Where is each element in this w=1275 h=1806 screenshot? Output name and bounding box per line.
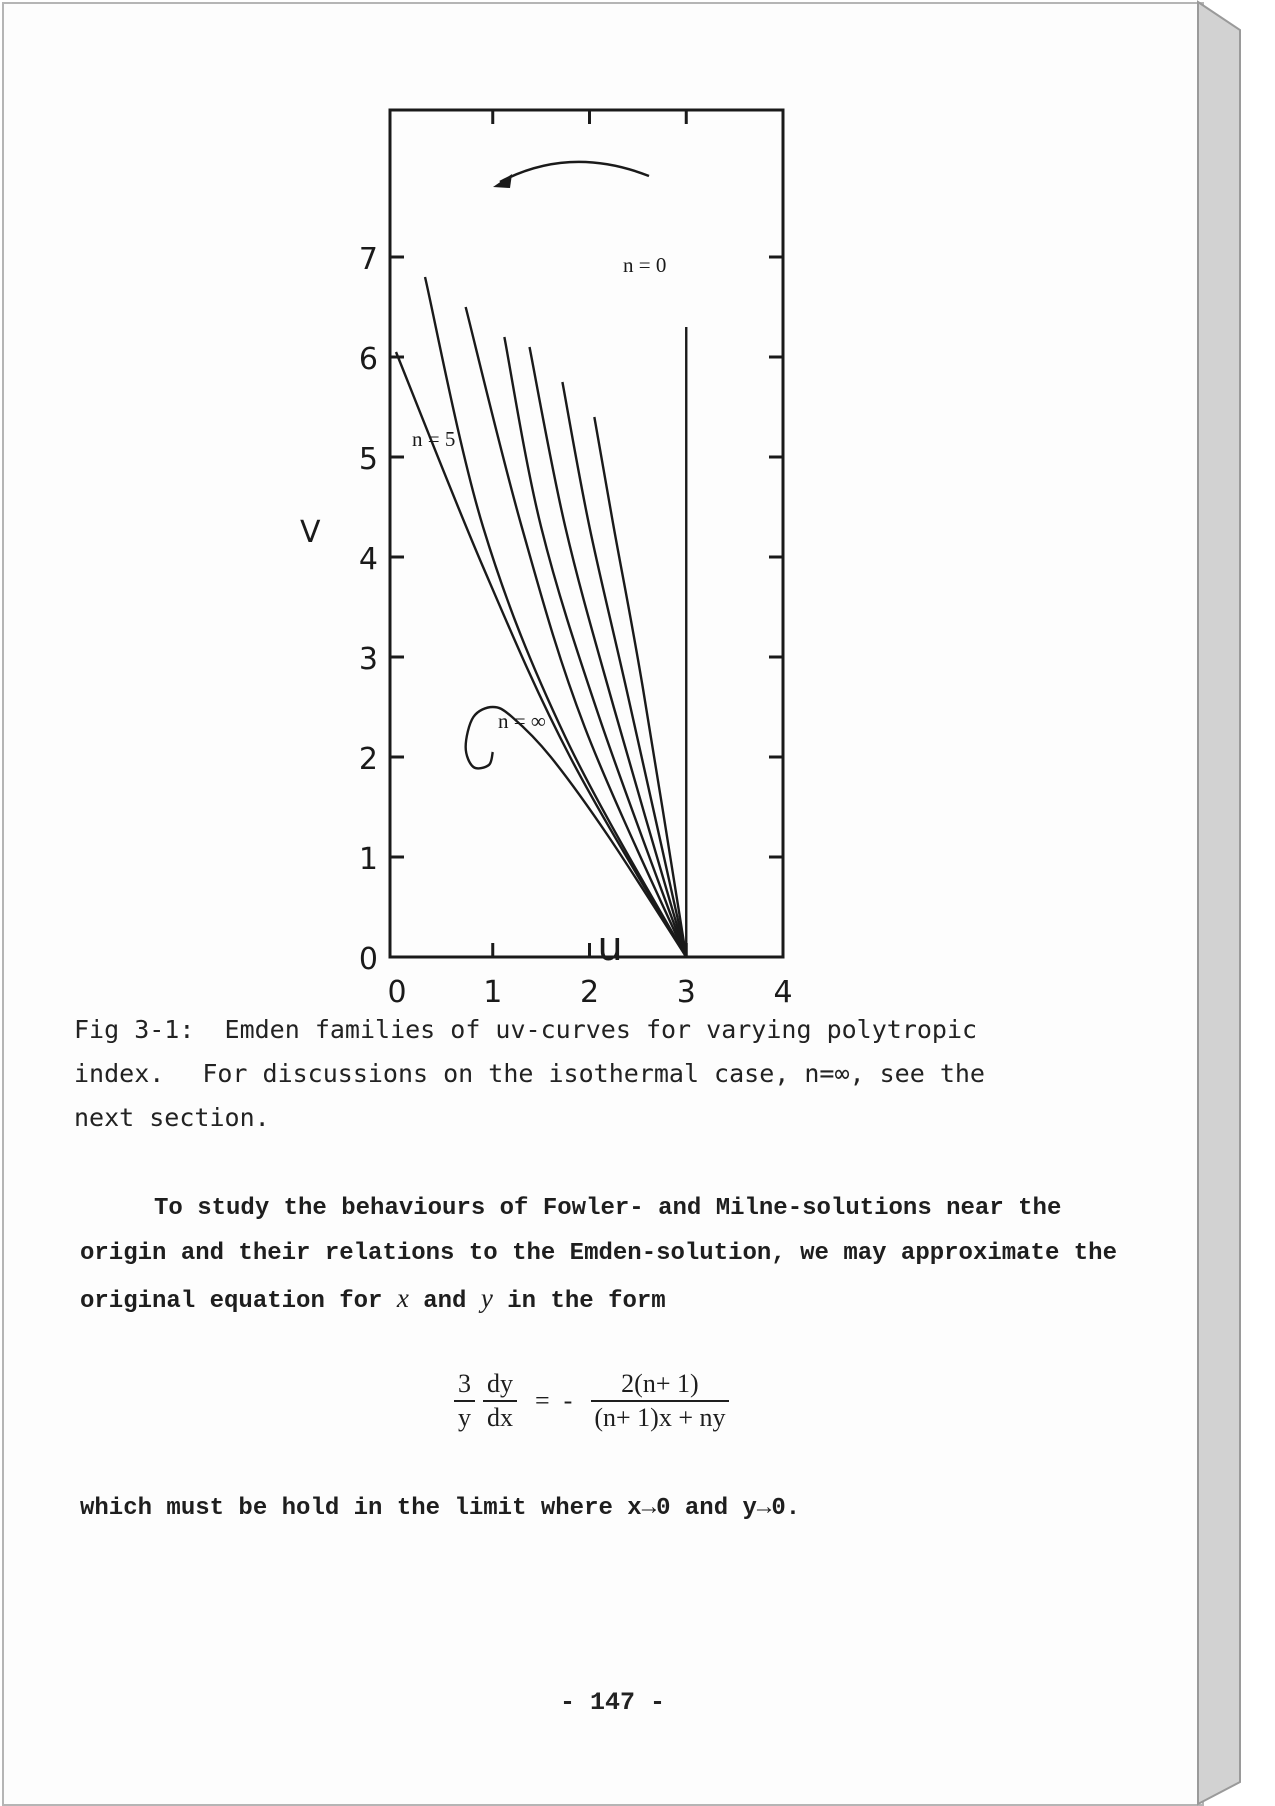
caption-line-2a: index.: [74, 1059, 165, 1088]
body-line-3b: in the form: [507, 1288, 666, 1315]
caption-line-3: next section.: [74, 1103, 270, 1132]
x-tick-label-3: 3: [676, 975, 696, 1010]
x-tick-label-1: 1: [483, 975, 503, 1010]
body-line-1: To study the behaviours of Fowler- and Milne-solutions near the: [154, 1195, 1062, 1222]
arrow-head-icon: [493, 174, 512, 188]
body-paragraph: [80, 1186, 1140, 1324]
var-x: x: [396, 1283, 409, 1313]
body-line-3: [80, 1276, 1140, 1324]
equals-sign: =: [535, 1386, 550, 1415]
caption-line-2: [74, 1052, 1134, 1096]
page-number: - 147 -: [560, 1688, 666, 1717]
curve-series-5: [530, 347, 687, 957]
var-y: y: [480, 1283, 493, 1313]
frac-den-y: y: [458, 1403, 471, 1432]
page-edge: [1198, 2, 1262, 1804]
y-tick-label-2: 2: [358, 742, 378, 777]
equation: [450, 1370, 734, 1432]
y-axis-label: V: [300, 515, 321, 550]
axis-ticks: [359, 110, 793, 1010]
body-line-3a: original equation for: [80, 1288, 383, 1315]
frac-rhs: [590, 1370, 729, 1432]
y-tick-label-4: 4: [358, 542, 378, 577]
y-tick-label-1: 1: [358, 842, 378, 877]
curve-label-ninf: n = ∞: [498, 709, 546, 733]
limit-sentence: [80, 1486, 1140, 1531]
frac-den-dx: dx: [487, 1403, 513, 1432]
curve-series-3: [466, 307, 687, 957]
limit-line: which must be hold in the limit where x→0 and y→0.: [80, 1495, 801, 1522]
x-tick-label-2: 2: [579, 975, 600, 1010]
curve-family: [396, 277, 686, 957]
uv-curves-figure: [280, 90, 820, 1010]
caption-line-2b: For discussions on the isothermal case, n=∞, see the: [202, 1059, 985, 1088]
x-tick-label-4: 4: [773, 975, 793, 1010]
x-axis-label-svg: [580, 920, 640, 980]
curve-series-6: [562, 382, 686, 957]
curve-label-n0: n = 0: [623, 253, 667, 277]
frac-3-over-y: [454, 1370, 475, 1432]
y-tick-label-7: 7: [358, 242, 378, 277]
plot-frame: [390, 110, 783, 957]
curve-series-2: [425, 277, 686, 957]
direction-arrow-icon: [500, 162, 649, 182]
frac-num-rhs: 2(n+ 1): [591, 1370, 728, 1402]
curve-label-n5: n = 5: [412, 427, 456, 451]
frac-den-rhs: (n+ 1)x + ny: [594, 1403, 726, 1432]
figure-caption: [74, 1008, 1134, 1140]
x-axis-label-text: u: [597, 924, 623, 970]
body-line-2: origin and their relations to the Emden-solution, we may approximate the: [80, 1240, 1117, 1267]
frac-num-3: 3: [454, 1370, 475, 1402]
minus-sign: -: [563, 1386, 573, 1415]
frac-dy-dx: [483, 1370, 517, 1432]
y-tick-label-6: 6: [358, 342, 378, 377]
x-tick-label-0: 0: [387, 975, 407, 1010]
body-and: and: [423, 1288, 467, 1315]
frac-num-dy: dy: [483, 1370, 517, 1402]
y-tick-label-5: 5: [358, 442, 378, 477]
y-tick-label-3: 3: [358, 642, 378, 677]
caption-line-1: Fig 3-1: Emden families of uv-curves for varying polytropic: [74, 1015, 978, 1044]
y-tick-label-0: 0: [358, 942, 378, 977]
